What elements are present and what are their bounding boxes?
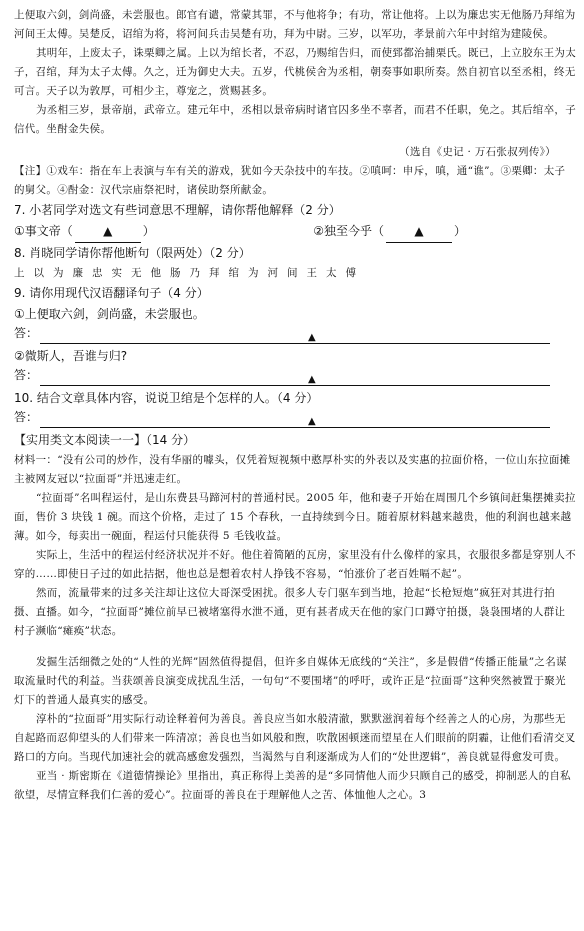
spacer <box>14 641 576 653</box>
answer-line[interactable] <box>40 412 550 428</box>
material-paragraph-6: 淳朴的“拉面哥”用实际行动诠释着何为善良。善良应当如水般清澈，默默滋润着每个经善之人的心房，为那些无自起路而忍仰望头的人们带来一阵清凉；善良也当如风般和煦，吹散困顿迷而望星在人们眼前的阴霾，让他们看清交叉路口的方向。当现代加速社会的就高感愈发强烈，当渴然与自利逐渐成为人们的“处世逻辑”，善良就显得愈发可贵。 <box>14 713 576 763</box>
material-paragraph-2: “拉面哥”名叫程运付，是山东费县马蹄河村的普通村民。2005 年，他和妻子开始在周围几个乡镇间赶集摆摊卖拉面，售价 3 块钱 1 碗。而这个价格，走过了 15 个春秋，一直持续到今日。随着原材料越来越贵，他的利润也越来越薄。如今，每卖出一碗面，程运付只能获得 5 毛钱收益。 <box>14 492 576 542</box>
passage-paragraph-2: 其明年，上废太子，诛栗卿之属。上以为绾长者，不忍，乃赐绾告归，而使郅都治捕栗氏。既已，上立胶东王为太子，召绾，拜为太子太傅。久之，迁为御史大夫。五岁，代桃侯舍为丞相，朝奏事如职所奏。然自初官以至丞相，终无可言。天子以为敦厚，可相少主，尊宠之，赏赐甚多。 <box>14 47 576 97</box>
material-paragraph-7: 亚当 · 斯密斯在《道德情操论》里指出，真正称得上美善的是“多同情他人而少只顾自己的感受，抑制恶人的自私欲望，尽情宣释我们仁善的爱心”。拉面哥的善良在于理解他人之苦、体恤他人之心。3 <box>14 770 571 801</box>
question-7-item-2: ②独至今乎（ ▲ ） <box>313 221 466 243</box>
question-10: 10. 结合文章具体内容，说说卫绾是个怎样的人。（4 分） <box>14 391 319 405</box>
material-paragraph-3: 实际上，生活中的程运付经济状况并不好。他住着简陋的瓦房，家里没有什么像样的家具，衣服很多都是穿别人不穿的……即使日子过的如此拮据，他也总是想着农村人挣钱不容易，“怕涨价了老百姓嗝不起”。 <box>14 549 576 580</box>
question-9-sentence-1: ①上便取六剑，剑尚盛，未尝服也。 <box>14 307 205 321</box>
answer-label: 答： <box>14 410 39 424</box>
blank-marker: ▲ <box>308 374 316 385</box>
material-paragraph-5: 发掘生活细微之处的“人性的光辉”固然值得提倡，但许多自媒体无底线的“关注”，多是假借“传播正能量”之名谋取流量时代的利益。当获颂善良演变成扰乱生活，一句句“不要围堵”的呼吁，或许正是“拉面哥”这种突然被置于聚光灯下的普通人最真实的感受。 <box>14 656 567 706</box>
answer-blank[interactable]: ▲ <box>386 221 452 243</box>
answer-row <box>14 409 576 428</box>
answer-line[interactable] <box>40 370 550 386</box>
answer-label: 答： <box>14 368 39 382</box>
answer-row <box>14 325 576 344</box>
blank-marker: ▲ <box>308 416 316 427</box>
question-8-sentence: 上以为廉忠实无他肠乃拜绾为河间王太傅 <box>14 267 365 279</box>
question-9: 9. 请你用现代汉语翻译句子（4 分） <box>14 286 209 300</box>
question-7: 7. 小茗同学对选文有些词意思不理解，请你帮他解释（2 分） <box>14 203 341 217</box>
answer-line[interactable] <box>40 328 550 344</box>
passage-paragraph-1: 上便取六剑，剑尚盛，未尝服也。郎官有谴，常蒙其罪，不与他将争；有功，常让他将。上以为廉忠实无他肠乃拜绾为河间王太傅。吴楚反，诏绾为将，将河间兵击吴楚有功，拜为中尉。三岁，以军功，孝景前六年中封绾为建陵侯。 <box>14 9 576 40</box>
answer-label: 答： <box>14 326 39 340</box>
source-citation: （选自《史记 · 万石张叔列传》） <box>399 146 556 158</box>
question-9-sentence-2: ②微斯人，吾谁与归? <box>14 349 128 363</box>
section-title: 【实用类文本阅读一一】（14 分） <box>14 433 196 447</box>
question-7-items <box>14 221 576 243</box>
answer-row <box>14 367 576 386</box>
answer-blank[interactable]: ▲ <box>75 221 141 243</box>
question-8: 8. 肖晓同学请你帮他断句（限两处）（2 分） <box>14 246 251 260</box>
material-paragraph-4: 然而，流量带来的过多关注却让这位大哥深受困扰。很多人专门驱车到当地，抢起“长枪短炮”疯狂对其进行拍摄、直播。如今，“拉面哥”摊位前早已被堵塞得水泄不通，更有甚者成天在他的家门口蹲守拍摄，袅袅围堵的人群让村子濒临“瘫痪”状态。 <box>14 587 566 637</box>
notes: 【注】①戏车：指在车上表演与车有关的游戏，犹如今天杂技中的车技。②嗔呵：申斥，嗔，通“谯”。③栗卿：太子的舅父。④酎金：汉代宗庙祭祀时，诸侯助祭所献金。 <box>14 165 566 196</box>
question-7-item-1: ①事文帝（ ▲ ） <box>14 221 155 243</box>
passage-paragraph-3: 为丞相三岁，景帝崩，武帝立。建元年中，丞相以景帝病时诸官囚多坐不辜者，而君不任职，免之。其后绾卒，子信代。坐酎金失侯。 <box>14 104 576 135</box>
material-paragraph-1: 材料一：“没有公司的炒作，没有华丽的噱头，仅凭着短视频中憨厚朴实的外表以及实惠的拉面价格，一位山东拉面摊主被网友冠以“拉面哥”并迅速走红。 <box>14 454 571 485</box>
blank-marker: ▲ <box>308 332 316 343</box>
